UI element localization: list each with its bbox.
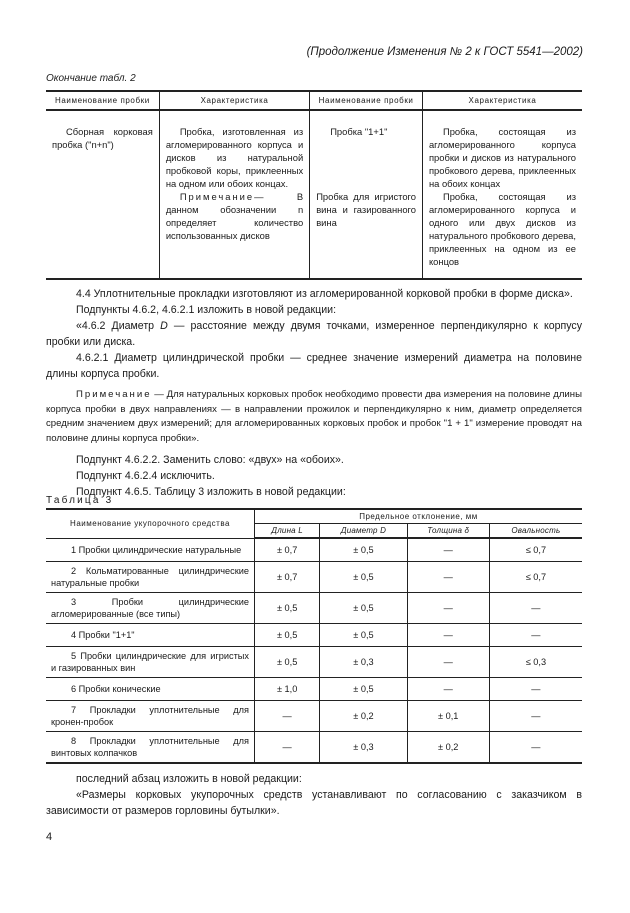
paragraph: 4.4 Уплотнительные прокладки изготовляют из агломерированной корковой пробки в форме диска». bbox=[76, 288, 573, 300]
table2-cell-name1: Сборная корковая пробка ("n+n") bbox=[46, 110, 159, 279]
table2-cell-char2: Пробка, состоящая из агломерированного корпуса пробки и дисков из натурального пробкового дерева, приклеенных на обоих концах Пробка, состоящая из агломерированного корпуса и одного или двух дисков из натурального пробкового дерева, приклеенных на одном из ее концов bbox=[422, 110, 582, 279]
page-number: 4 bbox=[46, 831, 53, 843]
table2-continuation bbox=[46, 90, 582, 280]
note-label: Примечание bbox=[179, 191, 255, 202]
paragraph: 4.6.2.1 Диаметр цилиндрической пробки — среднее значение измерений диаметра на половине длины корпуса пробки. bbox=[46, 352, 582, 380]
table-row: 7 Прокладки уплотнительные для кронен-пробок — ± 0,2 ± 0,1 — bbox=[46, 701, 582, 732]
paragraph: «Размеры корковых укупорочных средств устанавливают по согласованию с заказчиком в зависимости от размеров горловины бутылки». bbox=[46, 789, 582, 817]
paragraph: «4.6.2 Диаметр D — расстояние между двумя точками, измеренное перпендикулярно к корпусу пробки или диска. bbox=[46, 320, 582, 348]
table2-cell-name2: Пробка "1+1" Пробка для игристого вина и газированного вина bbox=[310, 110, 423, 279]
table3-subheader-length: Длина L bbox=[255, 524, 320, 539]
table-row bbox=[46, 110, 582, 279]
table3-subheader-ovality: Овальность bbox=[489, 524, 582, 539]
table3-header-name: Наименование укупорочного средства bbox=[46, 509, 255, 538]
table-row: 1 Пробки цилиндрические натуральные ± 0,7 ± 0,5 — ≤ 0,7 bbox=[46, 538, 582, 562]
paragraph: Подпункты 4.6.2, 4.6.2.1 изложить в новой редакции: bbox=[76, 304, 337, 316]
table3-subheader-diameter: Диаметр D bbox=[320, 524, 407, 539]
paragraph: Подпункт 4.6.5. Таблицу 3 изложить в новой редакции: bbox=[76, 486, 346, 498]
table-row: 5 Пробки цилиндрические для игристых и газированных вин ± 0,5 ± 0,3 — ≤ 0,3 bbox=[46, 647, 582, 678]
table-row: 8 Прокладки уплотнительные для винтовых колпачков — ± 0,3 ± 0,2 — bbox=[46, 732, 582, 764]
table2-header-name2: Наименование пробки bbox=[310, 91, 423, 110]
table3-caption: Таблица 3 bbox=[46, 495, 114, 506]
body-section-2 bbox=[46, 771, 582, 819]
table3-subheader-thickness: Толщина δ bbox=[407, 524, 489, 539]
table2-header-char1: Характеристика bbox=[159, 91, 309, 110]
table2-header-name1: Наименование пробки bbox=[46, 91, 159, 110]
table-row: 4 Пробки "1+1" ± 0,5 ± 0,5 — — bbox=[46, 624, 582, 647]
body-section-1 bbox=[46, 286, 582, 500]
note-text: — В данном обозначении n определяет количество использованных дисков bbox=[165, 191, 304, 241]
paragraph: Подпункт 4.6.2.2. Заменить слово: «двух» на «обоих». bbox=[76, 454, 344, 466]
table2-header-char2: Характеристика bbox=[422, 91, 582, 110]
paragraph: последний абзац изложить в новой редакции: bbox=[76, 773, 302, 785]
table-row: 2 Кольматированные цилиндрические натуральные пробки ± 0,7 ± 0,5 — ≤ 0,7 bbox=[46, 562, 582, 593]
paragraph: Подпункт 4.6.2.4 исключить. bbox=[76, 470, 215, 482]
table3-header-group: Предельное отклонение, мм bbox=[255, 509, 583, 524]
note-paragraph: Примечание — Для натуральных корковых пробок необходимо провести два измерения на половине длины корпуса пробки в двух направлениях — в направлении прожилок и перпендикулярно к ним, диаметр определяется средним значением двух измерений; для агломерированных корковых пробок и пробок "1 + 1" измерение проводят на половине длины корпуса пробки». bbox=[46, 389, 582, 444]
table2-caption: Окончание табл. 2 bbox=[46, 73, 136, 84]
running-header: (Продолжение Изменения № 2 к ГОСТ 5541—2002) bbox=[306, 46, 583, 58]
table-row: 6 Пробки конические ± 1,0 ± 0,5 — — bbox=[46, 678, 582, 701]
table3 bbox=[46, 508, 582, 764]
table-row: 3 Пробки цилиндрические агломерированные (все типы) ± 0,5 ± 0,5 — — bbox=[46, 593, 582, 624]
table2-cell-char1: Пробка, изготовленная из агломерированного корпуса и дисков из натуральной пробковой коры, приклеенных на одном или обоих концах. Примечание— В данном обозначении n определяет количество использованных дисков bbox=[159, 110, 309, 279]
